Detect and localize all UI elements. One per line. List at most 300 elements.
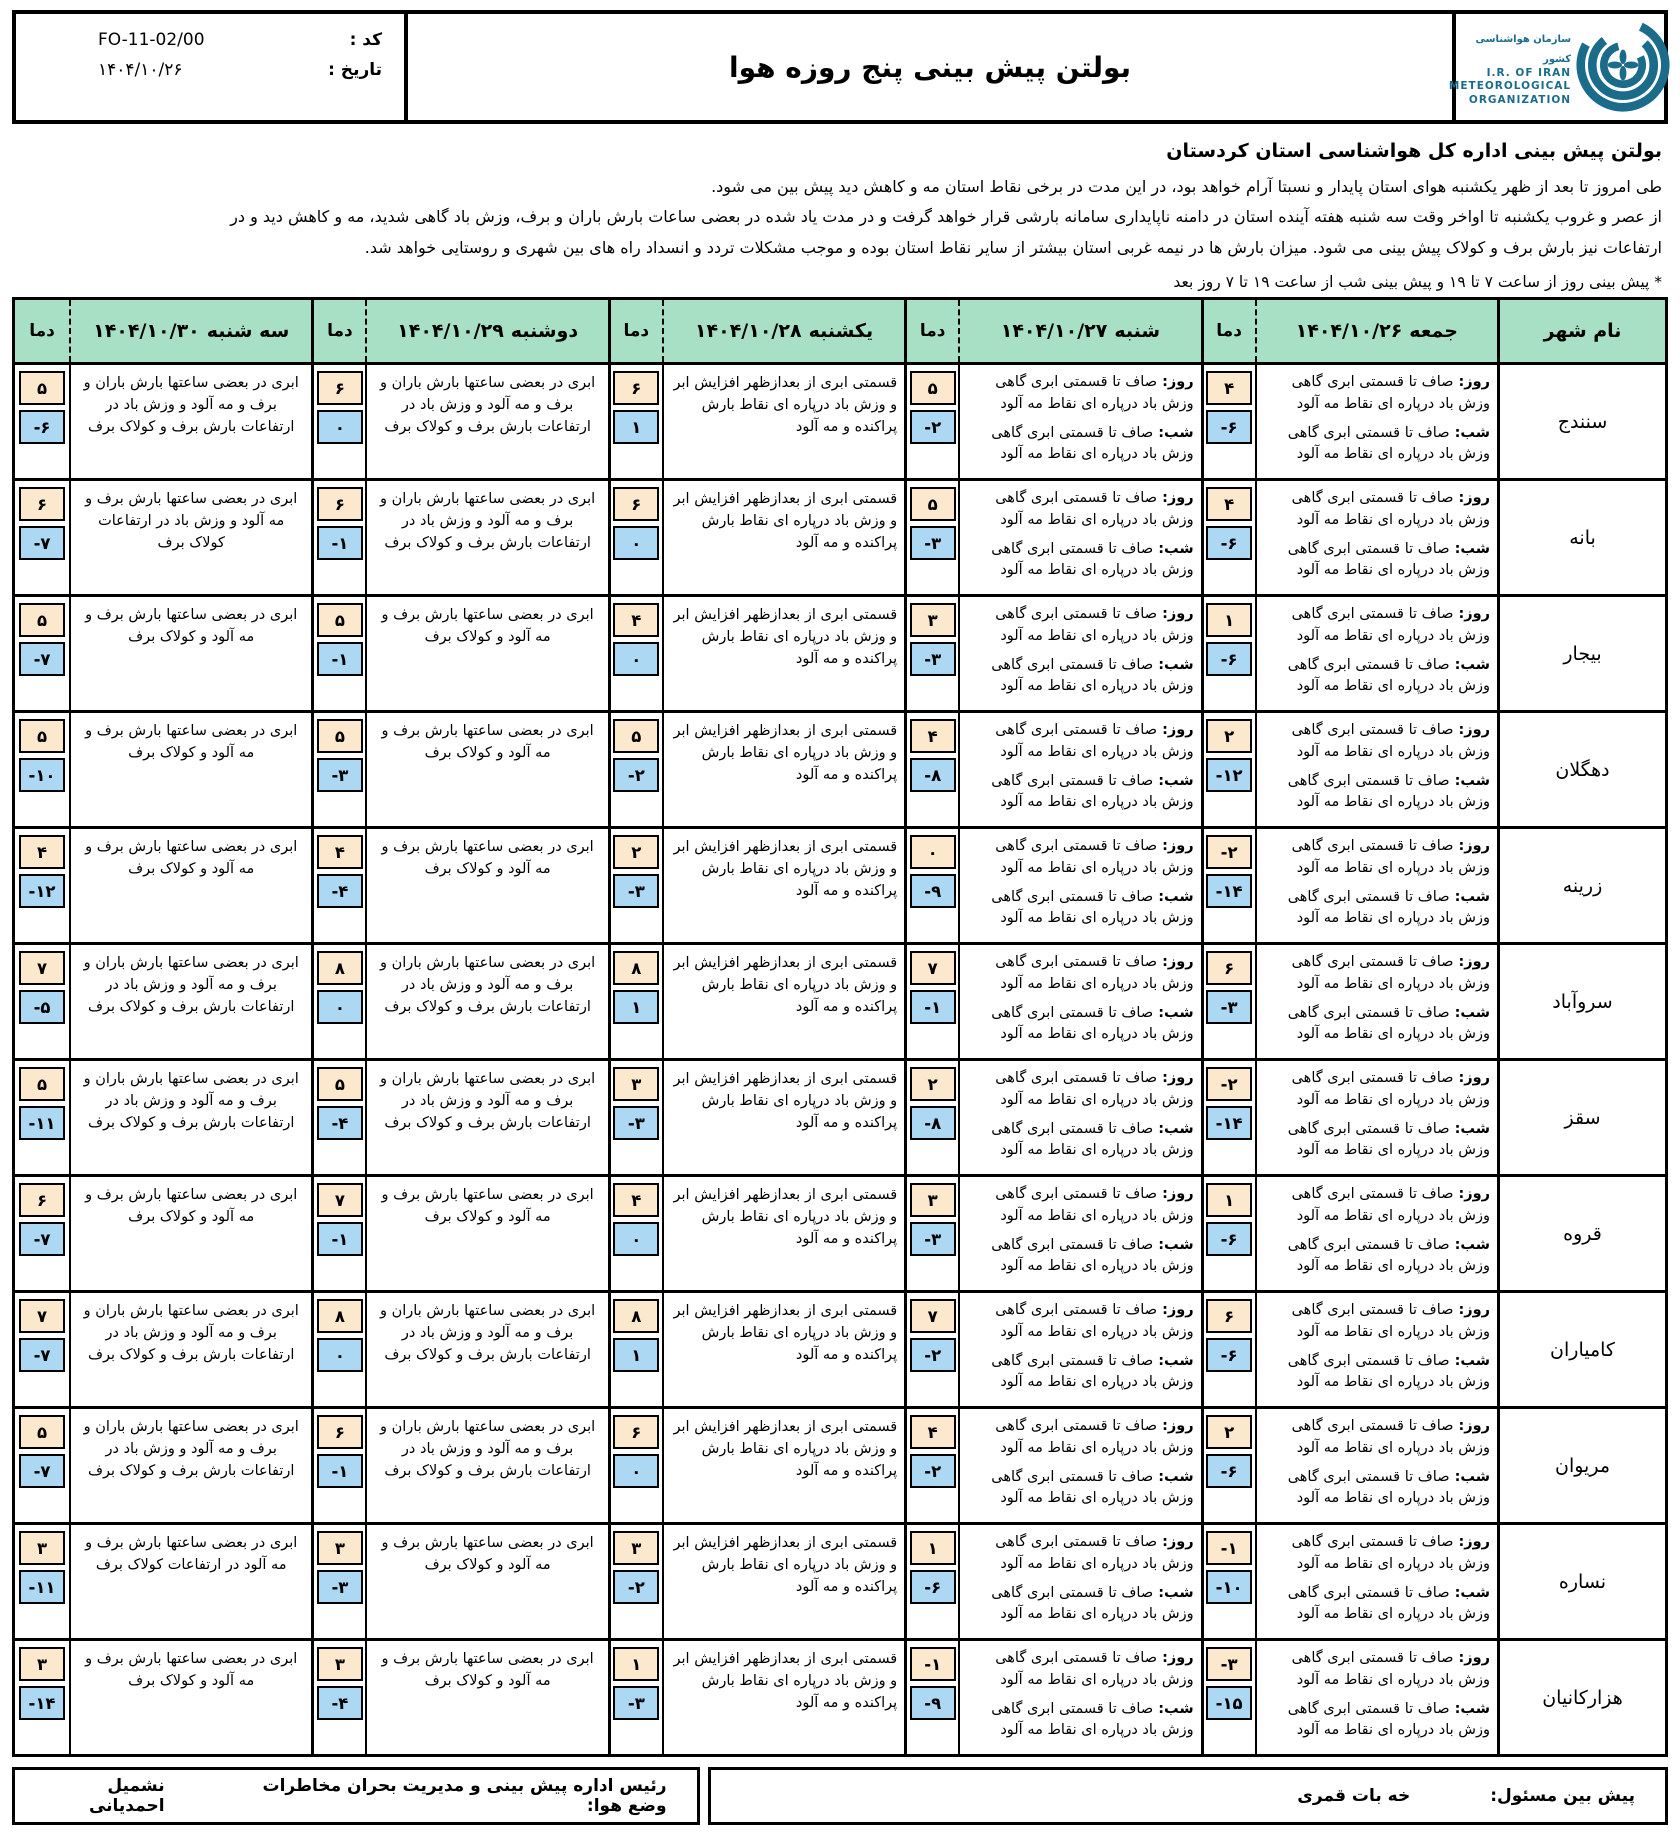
temp-min-value: -۳: [924, 649, 942, 669]
temp-min: [910, 1338, 956, 1372]
temp-max-value: ۳: [927, 1190, 938, 1210]
temp-min-value: ۰: [631, 649, 642, 669]
temp-max-value: ۳: [334, 1654, 345, 1674]
temp-min-value: -۴: [331, 1113, 349, 1133]
night-forecast-text: شب: صاف تا قسمتی ابری گاهی وزش باد درپاره ای نقاط مه آلود: [1287, 1468, 1490, 1507]
temp-min-value: -۱: [331, 649, 349, 669]
org-name-en-1: I.R. OF IRAN: [1486, 67, 1572, 80]
day-forecast-text: روز: صاف تا قسمتی ابری گاهی وزش باد درپاره ای نقاط مه آلود: [995, 954, 1194, 992]
night-forecast-text: شب: صاف تا قسمتی ابری گاهی وزش باد درپاره ای نقاط مه آلود: [991, 1120, 1194, 1159]
day-header-5: [69, 300, 311, 362]
temp-max-value: ۶: [631, 378, 642, 398]
temp-max: [19, 1415, 65, 1449]
temp-min: [19, 1454, 65, 1488]
forecast-text-cell: قسمتی ابری از بعدازظهر افزایش ابر و وزش باد درپاره ای نقاط بارش پراکنده و مه آلود: [662, 1525, 904, 1638]
forecast-text-cell: [958, 1293, 1200, 1406]
temp-min-value: -۱۱: [28, 1113, 56, 1133]
day-forecast-text: روز: صاف تا قسمتی ابری گاهی وزش باد درپاره ای نقاط مه آلود: [1291, 1418, 1490, 1456]
temp-min-value: -۱: [924, 997, 942, 1017]
temp-cell: [311, 1409, 365, 1522]
temp-min: [19, 1338, 65, 1372]
temp-max-value: ۳: [927, 610, 938, 630]
temp-max-value: -۱: [924, 1654, 942, 1674]
temp-max-value: ۵: [36, 1074, 48, 1094]
forecast-text-cell: [1255, 1177, 1497, 1290]
temp-cell: [1201, 481, 1255, 594]
head-office-box: [12, 1767, 700, 1825]
temp-min: [613, 1222, 659, 1256]
temp-column-header: دما: [1201, 300, 1255, 362]
temp-cell: [311, 1641, 365, 1754]
day-date: ۱۴۰۴/۱۰/۲۷: [1000, 320, 1108, 343]
temp-min: [19, 526, 65, 560]
day-forecast-text: روز: صاف تا قسمتی ابری گاهی وزش باد درپاره ای نقاط مه آلود: [1291, 374, 1490, 412]
temp-max: [317, 1299, 363, 1333]
temp-max: [1206, 1647, 1252, 1681]
day-forecast-text: روز: صاف تا قسمتی ابری گاهی وزش باد درپاره ای نقاط مه آلود: [1291, 1186, 1490, 1224]
temp-min: [317, 1570, 363, 1604]
temp-max: [19, 1067, 65, 1101]
intro-line-2: از عصر و غروب یکشنبه تا اواخر وقت سه شنبه هفته آینده استان در دامنه ناپایداری سامانه بارشی قرار خواهد گرفت و در مدت یاد شده در بعضی ساعات بارش باران و برف، وزش باد گاهی شدید، مه و کاهش دید و در: [230, 207, 1662, 227]
temp-max-value: ۴: [1224, 378, 1235, 398]
temp-min-value: -۷: [33, 533, 51, 553]
code-label: کد :: [349, 30, 382, 50]
temp-max-value: ۶: [36, 494, 48, 514]
temp-max-value: ۴: [1224, 494, 1235, 514]
temp-cell: [15, 1641, 69, 1754]
temp-cell: [608, 481, 662, 594]
temp-max-value: ۶: [334, 378, 345, 398]
temp-min-value: ۱: [631, 997, 642, 1017]
date-row: [38, 60, 382, 80]
day-name: جمعه: [1409, 320, 1458, 343]
forecast-text-cell: ابری در بعضی ساعتها بارش باران و برف و مه آلود و وزش باد در ارتفاعات بارش برف و کولاک برف: [365, 365, 607, 478]
forecast-text-cell: [958, 1641, 1200, 1754]
temp-min-value: -۳: [331, 765, 349, 785]
temp-max: [910, 603, 956, 637]
day-name: شنبه: [1114, 320, 1161, 343]
forecast-text-cell: قسمتی ابری از بعدازظهر افزایش ابر و وزش باد درپاره ای نقاط بارش پراکنده و مه آلود: [662, 481, 904, 594]
temp-min-value: -۳: [627, 1693, 645, 1713]
temp-min-value: -۶: [1220, 1345, 1238, 1365]
temp-max: [613, 371, 659, 405]
temp-cell: [15, 1061, 69, 1174]
forecaster-name: خه بات قمری: [1297, 1786, 1411, 1807]
forecast-text-cell: ابری در بعضی ساعتها بارش برف و مه آلود و کولاک برف: [365, 1641, 607, 1754]
temp-min: [613, 990, 659, 1024]
day-forecast-text: روز: صاف تا قسمتی ابری گاهی وزش باد درپاره ای نقاط مه آلود: [995, 606, 1194, 644]
head-office-label: رئیس اداره پیش بینی و مدیریت بحران مخاطرات وضع هوا:: [262, 1776, 667, 1817]
forecast-text-cell: [958, 829, 1200, 942]
forecast-text-cell: ابری در بعضی ساعتها بارش برف و مه آلود و کولاک برف: [69, 597, 311, 710]
day-forecast-text: روز: صاف تا قسمتی ابری گاهی وزش باد درپاره ای نقاط مه آلود: [1291, 838, 1490, 876]
temp-max: [910, 1183, 956, 1217]
temp-cell: [608, 1409, 662, 1522]
table-row: [15, 1061, 1665, 1177]
temp-min: [910, 526, 956, 560]
temp-max-value: ۶: [334, 494, 345, 514]
temp-cell: [311, 713, 365, 826]
temp-max: [1206, 1531, 1252, 1565]
temp-min: [613, 1454, 659, 1488]
temp-max: [910, 1415, 956, 1449]
temp-column-header: دما: [311, 300, 365, 362]
temp-cell: [904, 945, 958, 1058]
temp-max: [910, 487, 956, 521]
temp-min-value: -۷: [33, 1461, 51, 1481]
document-header: [12, 10, 1668, 124]
temp-cell: [1201, 1525, 1255, 1638]
temp-cell: [311, 1525, 365, 1638]
temp-min-value: -۶: [1220, 1461, 1238, 1481]
forecast-text-cell: ابری در بعضی ساعتها بارش باران و برف و مه آلود و وزش باد در ارتفاعات بارش برف و کولاک برف: [69, 945, 311, 1058]
city-name: زرینه: [1497, 829, 1665, 942]
night-forecast-text: شب: صاف تا قسمتی ابری گاهی وزش باد درپاره ای نقاط مه آلود: [1287, 540, 1490, 579]
temp-min-value: -۱۰: [28, 765, 56, 785]
table-row: [15, 945, 1665, 1061]
temp-min: [1206, 758, 1252, 792]
temp-max-value: ۳: [36, 1538, 48, 1558]
forecast-text-cell: قسمتی ابری از بعدازظهر افزایش ابر و وزش باد درپاره ای نقاط بارش پراکنده و مه آلود: [662, 1409, 904, 1522]
temp-max-value: -۳: [1220, 1654, 1238, 1674]
temp-min: [19, 874, 65, 908]
temp-min-value: -۱: [331, 1229, 349, 1249]
temp-cell: [608, 713, 662, 826]
day-forecast-text: روز: صاف تا قسمتی ابری گاهی وزش باد درپاره ای نقاط مه آلود: [995, 1650, 1194, 1688]
temp-min: [19, 1686, 65, 1720]
night-forecast-text: شب: صاف تا قسمتی ابری گاهی وزش باد درپاره ای نقاط مه آلود: [1287, 1120, 1490, 1159]
forecast-text-cell: قسمتی ابری از بعدازظهر افزایش ابر و وزش باد درپاره ای نقاط بارش پراکنده و مه آلود: [662, 1061, 904, 1174]
temp-cell: [15, 1177, 69, 1290]
forecast-text-cell: [1255, 597, 1497, 710]
temp-min: [613, 1570, 659, 1604]
temp-min-value: -۱: [331, 1461, 349, 1481]
temp-max-value: ۶: [631, 1422, 642, 1442]
code-date-box: [16, 14, 404, 120]
temp-cell: [15, 945, 69, 1058]
temp-min-value: -۲: [924, 1461, 942, 1481]
temp-max: [613, 1183, 659, 1217]
day-forecast-text: روز: صاف تا قسمتی ابری گاهی وزش باد درپاره ای نقاط مه آلود: [995, 1418, 1194, 1456]
temp-max: [613, 951, 659, 985]
temp-min-value: -۲: [924, 1345, 942, 1365]
city-name: بانه: [1497, 481, 1665, 594]
day-name: سه شنبه: [206, 320, 290, 343]
temp-max-value: ۶: [1224, 958, 1235, 978]
temp-max-value: ۴: [334, 842, 345, 862]
temp-max-value: ۵: [334, 726, 345, 746]
day-forecast-text: روز: صاف تا قسمتی ابری گاهی وزش باد درپاره ای نقاط مه آلود: [995, 1302, 1194, 1340]
page-title: بولتن پیش بینی پنج روزه هوا: [404, 14, 1452, 120]
temp-max-value: ۲: [1224, 726, 1235, 746]
temp-max-value: -۱: [1220, 1538, 1238, 1558]
temp-max-value: ۸: [334, 958, 345, 978]
forecast-text-cell: قسمتی ابری از بعدازظهر افزایش ابر و وزش باد درپاره ای نقاط بارش پراکنده و مه آلود: [662, 597, 904, 710]
day-forecast-text: روز: صاف تا قسمتی ابری گاهی وزش باد درپاره ای نقاط مه آلود: [1291, 1650, 1490, 1688]
temp-min: [1206, 526, 1252, 560]
temp-max-value: ۵: [927, 378, 938, 398]
forecast-table: [12, 297, 1668, 1757]
temp-max: [1206, 371, 1252, 405]
temp-max: [613, 1531, 659, 1565]
temp-min-value: -۱۵: [1215, 1693, 1243, 1713]
forecast-text-cell: قسمتی ابری از بعدازظهر افزایش ابر و وزش باد درپاره ای نقاط بارش پراکنده و مه آلود: [662, 713, 904, 826]
forecast-text-cell: ابری در بعضی ساعتها بارش برف و مه آلود و کولاک برف: [69, 713, 311, 826]
night-forecast-text: شب: صاف تا قسمتی ابری گاهی وزش باد درپاره ای نقاط مه آلود: [1287, 1700, 1490, 1739]
temp-min-value: -۸: [924, 765, 942, 785]
temp-cell: [904, 597, 958, 710]
forecast-text-cell: [1255, 1061, 1497, 1174]
temp-min-value: -۱۴: [1215, 1113, 1243, 1133]
temp-max: [317, 1067, 363, 1101]
temp-min: [317, 874, 363, 908]
temp-min-value: -۳: [627, 1113, 645, 1133]
day-date: ۱۴۰۴/۱۰/۲۹: [397, 320, 504, 343]
table-header-row: [15, 300, 1665, 365]
temp-max: [1206, 835, 1252, 869]
forecast-text-cell: [1255, 1641, 1497, 1754]
temp-max: [910, 1531, 956, 1565]
forecast-text-cell: ابری در بعضی ساعتها بارش برف و مه آلود و کولاک برف: [69, 829, 311, 942]
forecast-text-cell: ابری در بعضی ساعتها بارش برف و مه آلود و کولاک برف: [365, 1177, 607, 1290]
temp-min: [317, 526, 363, 560]
temp-max: [317, 1531, 363, 1565]
temp-min: [317, 758, 363, 792]
forecast-text-cell: ابری در بعضی ساعتها بارش باران و برف و مه آلود و وزش باد در ارتفاعات بارش برف و کولاک برف: [365, 1061, 607, 1174]
temp-max: [1206, 1067, 1252, 1101]
temp-max: [317, 603, 363, 637]
met-org-spiral-logo-icon: [1575, 17, 1671, 117]
temp-cell: [311, 1061, 365, 1174]
day-forecast-text: روز: صاف تا قسمتی ابری گاهی وزش باد درپاره ای نقاط مه آلود: [995, 1186, 1194, 1224]
temp-min-value: -۷: [33, 1345, 51, 1365]
temp-min: [1206, 1222, 1252, 1256]
temp-min: [613, 758, 659, 792]
temp-min: [19, 1222, 65, 1256]
temp-max-value: ۵: [36, 610, 48, 630]
forecast-text-cell: [1255, 1293, 1497, 1406]
temp-min: [1206, 1570, 1252, 1604]
temp-max-value: ۳: [36, 1654, 48, 1674]
temp-cell: [608, 1641, 662, 1754]
table-row: [15, 829, 1665, 945]
temp-max: [317, 371, 363, 405]
forecast-text-cell: قسمتی ابری از بعدازظهر افزایش ابر و وزش باد درپاره ای نقاط بارش پراکنده و مه آلود: [662, 1641, 904, 1754]
day-forecast-text: روز: صاف تا قسمتی ابری گاهی وزش باد درپاره ای نقاط مه آلود: [1291, 1534, 1490, 1572]
temp-min: [1206, 410, 1252, 444]
temp-min: [19, 990, 65, 1024]
table-row: [15, 713, 1665, 829]
temp-min-value: -۵: [33, 997, 51, 1017]
temp-min-value: -۶: [1220, 649, 1238, 669]
forecast-text-cell: [1255, 481, 1497, 594]
temp-max: [1206, 1299, 1252, 1333]
temp-min: [910, 990, 956, 1024]
temp-min: [1206, 990, 1252, 1024]
temp-min: [910, 410, 956, 444]
temp-max: [19, 1183, 65, 1217]
temp-max-value: ۷: [927, 1306, 938, 1326]
temp-max-value: ۲: [927, 1074, 938, 1094]
temp-max-value: ۴: [927, 1422, 938, 1442]
temp-max-value: ۳: [334, 1538, 345, 1558]
temp-min: [613, 1686, 659, 1720]
code-value: FO-11-02/00: [98, 30, 205, 50]
night-forecast-text: شب: صاف تا قسمتی ابری گاهی وزش باد درپاره ای نقاط مه آلود: [1287, 1236, 1490, 1275]
night-forecast-text: شب: صاف تا قسمتی ابری گاهی وزش باد درپاره ای نقاط مه آلود: [1287, 888, 1490, 927]
day-forecast-text: روز: صاف تا قسمتی ابری گاهی وزش باد درپاره ای نقاط مه آلود: [1291, 1070, 1490, 1108]
night-forecast-text: شب: صاف تا قسمتی ابری گاهی وزش باد درپاره ای نقاط مه آلود: [991, 1700, 1194, 1739]
forecaster-box: [708, 1767, 1668, 1825]
temp-max: [19, 835, 65, 869]
temp-cell: [1201, 365, 1255, 478]
temp-max: [19, 603, 65, 637]
temp-max: [910, 835, 956, 869]
temp-cell: [904, 713, 958, 826]
temp-cell: [608, 1177, 662, 1290]
city-name: سقز: [1497, 1061, 1665, 1174]
temp-min: [910, 642, 956, 676]
temp-max: [613, 603, 659, 637]
temp-max: [317, 1415, 363, 1449]
forecast-text-cell: [958, 1525, 1200, 1638]
night-forecast-text: شب: صاف تا قسمتی ابری گاهی وزش باد درپاره ای نقاط مه آلود: [991, 1352, 1194, 1391]
forecast-text-cell: ابری در بعضی ساعتها بارش باران و برف و مه آلود و وزش باد در ارتفاعات بارش برف و کولاک برف: [365, 1293, 607, 1406]
temp-cell: [1201, 1641, 1255, 1754]
temp-cell: [904, 1061, 958, 1174]
temp-max-value: ۸: [631, 958, 642, 978]
temp-min: [613, 642, 659, 676]
city-name: سروآباد: [1497, 945, 1665, 1058]
temp-cell: [1201, 1409, 1255, 1522]
temp-min: [19, 1570, 65, 1604]
temp-cell: [15, 713, 69, 826]
temp-min: [317, 1222, 363, 1256]
temp-max-value: ۲: [1224, 1422, 1235, 1442]
temp-max: [1206, 719, 1252, 753]
day-date: ۱۴۰۴/۱۰/۲۶: [1295, 320, 1403, 343]
temp-max: [19, 1531, 65, 1565]
temp-max-value: ۶: [334, 1422, 345, 1442]
temp-min: [613, 1338, 659, 1372]
temp-cell: [608, 1293, 662, 1406]
temp-cell: [904, 481, 958, 594]
temp-max-value: ۳: [631, 1538, 642, 1558]
temp-min: [317, 642, 363, 676]
temp-min-value: -۶: [33, 417, 51, 437]
temp-min: [910, 1454, 956, 1488]
table-row: [15, 365, 1665, 481]
temp-min-value: ۰: [334, 1345, 345, 1365]
city-name: هزارکانیان: [1497, 1641, 1665, 1754]
temp-cell: [1201, 1177, 1255, 1290]
org-logo-box: [1448, 14, 1664, 120]
forecast-text-cell: [1255, 713, 1497, 826]
temp-cell: [1201, 1061, 1255, 1174]
temp-min-value: -۳: [1220, 997, 1238, 1017]
temp-max: [317, 719, 363, 753]
temp-min-value: -۳: [627, 881, 645, 901]
city-name: مریوان: [1497, 1409, 1665, 1522]
day-forecast-text: روز: صاف تا قسمتی ابری گاهی وزش باد درپاره ای نقاط مه آلود: [1291, 1302, 1490, 1340]
temp-column-header: دما: [15, 300, 69, 362]
forecast-text-cell: [958, 713, 1200, 826]
temp-cell: [15, 1409, 69, 1522]
temp-cell: [311, 829, 365, 942]
temp-column-header: دما: [608, 300, 662, 362]
temp-max: [613, 1647, 659, 1681]
temp-min: [317, 1454, 363, 1488]
temp-max-value: ۶: [631, 494, 642, 514]
temp-max: [1206, 951, 1252, 985]
forecast-text-cell: قسمتی ابری از بعدازظهر افزایش ابر و وزش باد درپاره ای نقاط بارش پراکنده و مه آلود: [662, 829, 904, 942]
temp-max: [910, 371, 956, 405]
temp-cell: [311, 945, 365, 1058]
temp-min: [910, 1570, 956, 1604]
temp-max: [317, 1183, 363, 1217]
temp-cell: [1201, 597, 1255, 710]
forecast-table-body: [15, 365, 1665, 1754]
temp-max-value: ۵: [631, 726, 642, 746]
temp-cell: [904, 1293, 958, 1406]
temp-min: [317, 1106, 363, 1140]
temp-cell: [15, 1525, 69, 1638]
intro-line-3: ارتفاعات نیز بارش برف و کولاک پیش بینی می شود. میزان بارش ها در نیمه غربی استان بیشتر از سایر نقاط استان بوده و موجب مشکلات تردد و انسداد راه های بین شهری و روستایی خواهد شد.: [364, 237, 1662, 257]
night-forecast-text: شب: صاف تا قسمتی ابری گاهی وزش باد درپاره ای نقاط مه آلود: [1287, 1584, 1490, 1623]
temp-min: [910, 758, 956, 792]
forecast-text-cell: [958, 365, 1200, 478]
temp-max: [910, 951, 956, 985]
temp-max-value: ۱: [1224, 1190, 1235, 1210]
temp-max-value: ۵: [36, 1422, 48, 1442]
forecast-text-cell: ابری در بعضی ساعتها بارش برف و مه آلود و کولاک برف: [365, 829, 607, 942]
day-header-4: [365, 300, 607, 362]
temp-max-value: ۵: [36, 378, 48, 398]
temp-min: [1206, 874, 1252, 908]
code-row: [38, 30, 382, 50]
day-forecast-text: روز: صاف تا قسمتی ابری گاهی وزش باد درپاره ای نقاط مه آلود: [995, 1534, 1194, 1572]
temp-cell: [1201, 1293, 1255, 1406]
temp-min-value: -۳: [924, 1229, 942, 1249]
temp-min-value: -۸: [924, 1113, 942, 1133]
temp-min-value: -۷: [33, 1229, 51, 1249]
temp-max: [317, 835, 363, 869]
temp-max: [19, 1299, 65, 1333]
temp-min-value: -۱۴: [1215, 881, 1243, 901]
temp-cell: [311, 1177, 365, 1290]
forecast-text-cell: قسمتی ابری از بعدازظهر افزایش ابر و وزش باد درپاره ای نقاط بارش پراکنده و مه آلود: [662, 1293, 904, 1406]
night-forecast-text: شب: صاف تا قسمتی ابری گاهی وزش باد درپاره ای نقاط مه آلود: [1287, 1004, 1490, 1043]
temp-cell: [15, 1293, 69, 1406]
temp-min: [1206, 1454, 1252, 1488]
night-forecast-text: شب: صاف تا قسمتی ابری گاهی وزش باد درپاره ای نقاط مه آلود: [991, 888, 1194, 927]
temp-cell: [1201, 829, 1255, 942]
forecast-text-cell: قسمتی ابری از بعدازظهر افزایش ابر و وزش باد درپاره ای نقاط بارش پراکنده و مه آلود: [662, 945, 904, 1058]
temp-min-value: -۹: [924, 881, 942, 901]
temp-min: [910, 874, 956, 908]
org-logo-text: [1449, 27, 1571, 106]
forecast-text-cell: [1255, 945, 1497, 1058]
temp-max: [317, 487, 363, 521]
day-forecast-text: روز: صاف تا قسمتی ابری گاهی وزش باد درپاره ای نقاط مه آلود: [995, 1070, 1194, 1108]
table-row: [15, 1177, 1665, 1293]
city-column-header: نام شهر: [1497, 300, 1665, 362]
night-forecast-text: شب: صاف تا قسمتی ابری گاهی وزش باد درپاره ای نقاط مه آلود: [991, 424, 1194, 463]
forecast-text-cell: ابری در بعضی ساعتها بارش برف و مه آلود و کولاک برف: [365, 1525, 607, 1638]
temp-cell: [904, 1409, 958, 1522]
forecast-text-cell: ابری در بعضی ساعتها بارش برف و مه آلود و کولاک برف: [365, 713, 607, 826]
temp-max-value: ۵: [334, 610, 345, 630]
